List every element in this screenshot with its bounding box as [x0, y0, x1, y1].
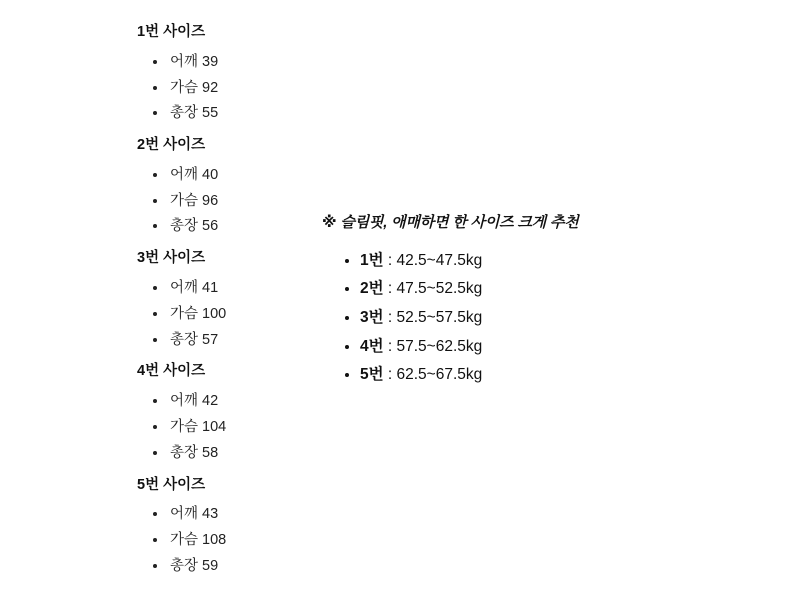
- list-item: • 총장 57: [168, 328, 360, 354]
- size-block-title: 1번 사이즈: [137, 24, 206, 40]
- list-item: • 어깨 39: [168, 50, 360, 76]
- weight-range-label: 1번: [360, 251, 384, 269]
- weight-range-value: : 62.5~67.5kg: [383, 366, 483, 384]
- list-item: • 가슴 104: [168, 415, 360, 441]
- size-measurement-list: [120, 389, 360, 466]
- list-item: • 총장 56: [168, 214, 360, 240]
- list-item: • 총장 55: [168, 101, 360, 127]
- size-block: [120, 22, 360, 127]
- list-item: • 가슴 108: [168, 528, 360, 554]
- list-item: • 가슴 96: [168, 189, 360, 215]
- list-item: [360, 361, 722, 390]
- size-measurement-list: [120, 502, 360, 579]
- list-item: • 가슴 100: [168, 302, 360, 328]
- list-item: • 어깨 42: [168, 389, 360, 415]
- weight-range-label: 5번: [360, 366, 384, 384]
- weight-range-value: : 52.5~57.5kg: [383, 308, 483, 326]
- fit-recommendation-column: [322, 212, 722, 390]
- list-item: [360, 247, 722, 276]
- size-block-title: 4번 사이즈: [137, 363, 206, 380]
- list-item: [360, 304, 722, 333]
- weight-range-value: : 42.5~47.5kg: [383, 251, 483, 269]
- weight-range-list: [322, 247, 722, 390]
- weight-range-value: : 47.5~52.5kg: [383, 280, 483, 298]
- fit-recommendation-heading: ※ 슬림핏, 애매하면 한 사이즈 크게 추천: [322, 214, 579, 231]
- weight-range-label: 2번: [360, 280, 384, 298]
- list-item: • 어깨 41: [168, 276, 360, 302]
- list-item: • 가슴 92: [168, 76, 360, 102]
- size-measurement-list: [120, 50, 360, 127]
- list-item: • 어깨 43: [168, 502, 360, 528]
- size-block-title: 3번 사이즈: [137, 250, 206, 267]
- weight-range-value: : 57.5~62.5kg: [383, 337, 483, 355]
- list-item: [360, 275, 722, 304]
- list-item: • 총장 58: [168, 441, 360, 467]
- list-item: • 총장 59: [168, 554, 360, 580]
- list-item: • 어깨 40: [168, 163, 360, 189]
- size-block-title: 5번 사이즈: [137, 476, 206, 493]
- weight-range-label: 3번: [360, 308, 384, 326]
- list-item: [360, 333, 722, 362]
- size-block: [120, 475, 360, 580]
- size-block-title: 2번 사이즈: [137, 137, 206, 154]
- weight-range-label: 4번: [360, 337, 384, 355]
